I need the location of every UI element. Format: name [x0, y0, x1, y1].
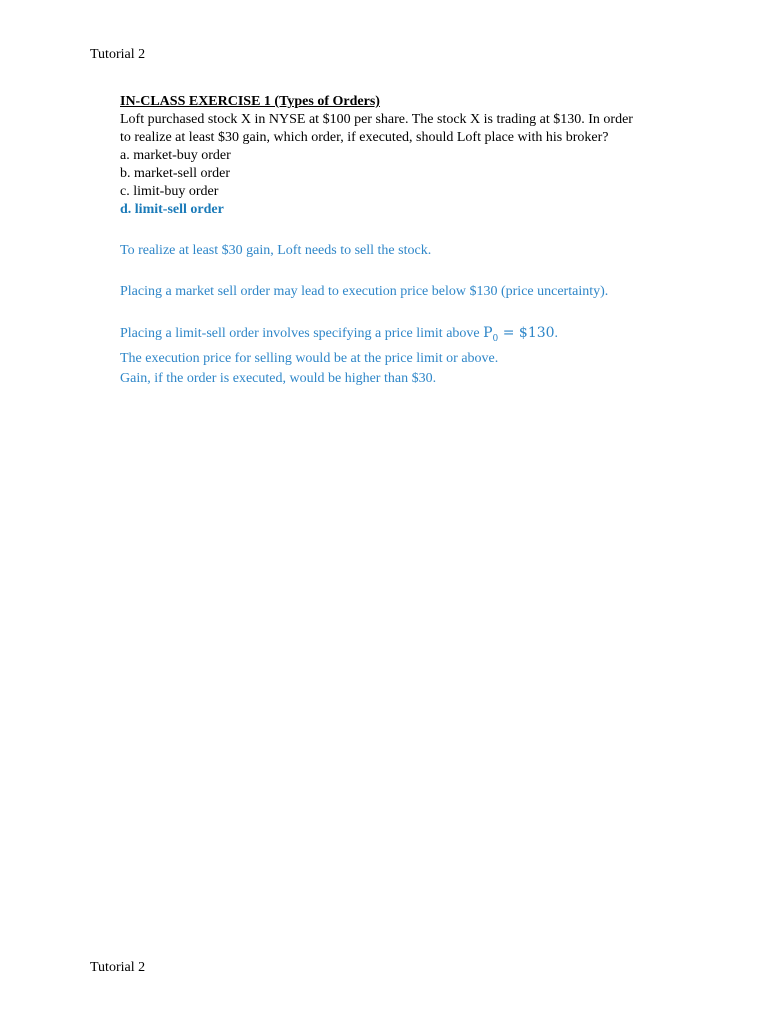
answer-paragraph-1: To realize at least $30 gain, Loft needs to sell the stock. [120, 243, 432, 258]
option-d-correct: d. limit-sell order [120, 202, 224, 217]
answer-paragraph-3-period: . [554, 326, 559, 341]
answer-paragraph-3 [120, 323, 700, 349]
price-variable: P [483, 325, 493, 341]
exercise-content [120, 93, 700, 389]
option-a: a. market-buy order [120, 148, 231, 163]
spacer [120, 219, 700, 241]
price-value: = $130 [498, 325, 555, 341]
page-footer: Tutorial 2 [90, 960, 146, 975]
option-c: c. limit-buy order [120, 184, 219, 199]
question-line-1: Loft purchased stock X in NYSE at $100 per share. The stock X is trading at $130. In order [120, 112, 633, 127]
option-b: b. market-sell order [120, 166, 231, 181]
answer-paragraph-5: Gain, if the order is executed, would be higher than $30. [120, 370, 437, 386]
price-equation [483, 325, 555, 344]
answer-paragraph-2: Placing a market sell order may lead to execution price below $130 (price uncertainty). [120, 284, 609, 299]
price-subscript: 0 [492, 333, 499, 344]
spacer [120, 302, 700, 323]
answer-paragraph-4: The execution price for selling would be at the price limit or above. [120, 350, 499, 366]
page-header: Tutorial 2 [90, 47, 146, 62]
exercise-title: IN-CLASS EXERCISE 1 (Types of Orders) [120, 94, 380, 109]
spacer [120, 261, 700, 282]
answer-paragraph-3-text: Placing a limit-sell order involves specifying a price limit above [120, 326, 484, 341]
question-line-2: to realize at least $30 gain, which order, if executed, should Loft place with his broker? [120, 130, 609, 145]
